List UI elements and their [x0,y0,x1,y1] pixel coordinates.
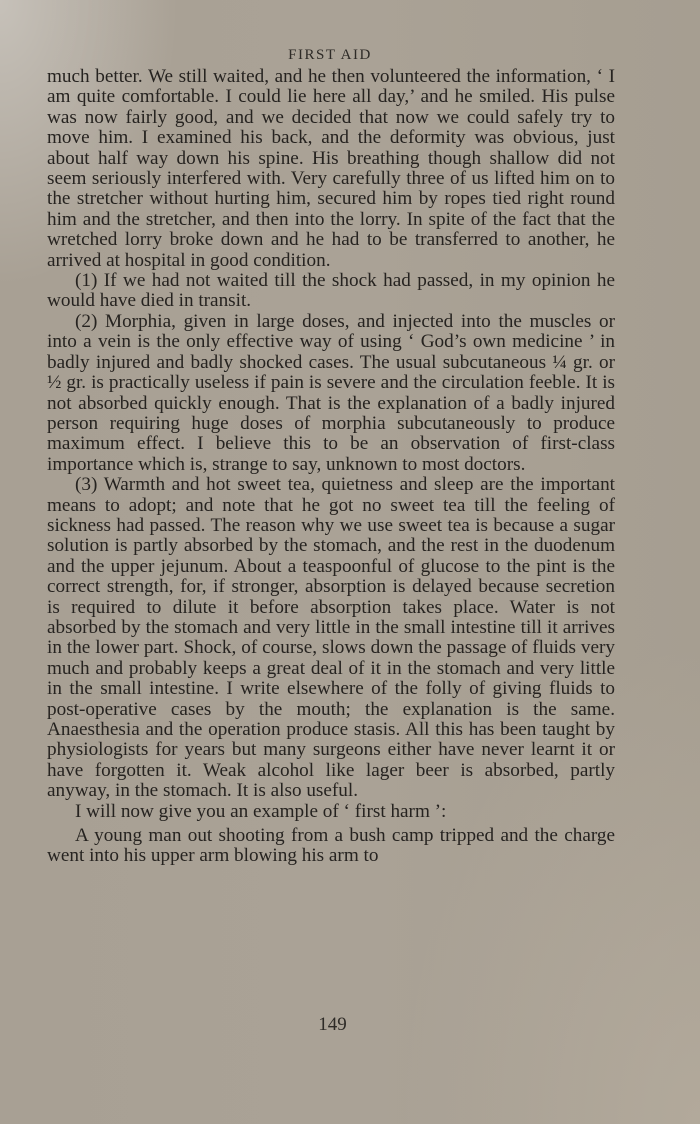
paragraph-continuation: much better. We still waited, and he then volunteered the information, ‘ I am quite comfortable. I could lie here all day,’ and he smiled. His pulse was now fairly good, and we decided that now we could safely try to move him. I examined his back, and the deformity was obvious, just about half way down his spine. His breathing though shallow did not seem seriously interfered with. Very carefully three of us lifted him on to the stretcher without hurting him, secured him by ropes tied right round him and the stretcher, and then into the lorry. In spite of the fact that the wretched lorry broke down and he had to be transferred to another, he arrived at hospital in good condition. [47,66,615,271]
body-text [47,67,615,867]
page-number: 149 [318,1014,347,1035]
paragraph-example-start: A young man out shooting from a bush camp tripped and the charge went into his upper arm blowing his arm to [47,825,615,867]
paragraph-point-2: (2) Morphia, given in large doses, and injected into the muscles or into a vein is the only effective way of using ‘ God’s own medicine ’ in badly injured and badly shocked cases. The usual subcutaneous ¼ gr. or ½ gr. is practically useless if pain is severe and the circulation feeble. It is not absorbed quickly enough. That is the explanation of a badly injured person requiring huge doses of morphia subcutaneously to produce maximum effect. I believe this to be an observation of first-class importance which is, strange to say, unknown to most doctors. [47,310,615,475]
paragraph-point-3: (3) Warmth and hot sweet tea, quietness and sleep are the important means to adopt; and note that he got no sweet tea till the feeling of sickness had passed. The reason why we use sweet tea is because a sugar solution is partly absorbed by the stomach, and the rest in the duodenum and the upper jejunum. About a teaspoonful of glucose to the pint is the correct strength, for, if stronger, absorption is delayed because secretion is required to dilute it before absorption takes place. Water is not absorbed by the stomach and very little in the small intestine till it arrives in the lower part. Shock, of course, slows down the passage of fluids very much and probably keeps a great deal of it in the stomach and very little in the small intestine. I write elsewhere of the folly of giving fluids to post-operative cases by the mouth; the explanation is the same. Anaesthesia and the operation produce stasis. All this has been taught by physiologists for years but many surgeons either have never learnt it or have forgotten it. Weak alcohol like lager beer is absorbed, partly anyway, in the stomach. It is also useful. [47,474,615,802]
running-title: FIRST AID [288,47,372,63]
paragraph-point-1: (1) If we had not waited till the shock had passed, in my opinion he would have died in transit. [47,270,615,312]
paragraph-example-intro: I will now give you an example of ‘ first harm ’: [75,800,447,822]
